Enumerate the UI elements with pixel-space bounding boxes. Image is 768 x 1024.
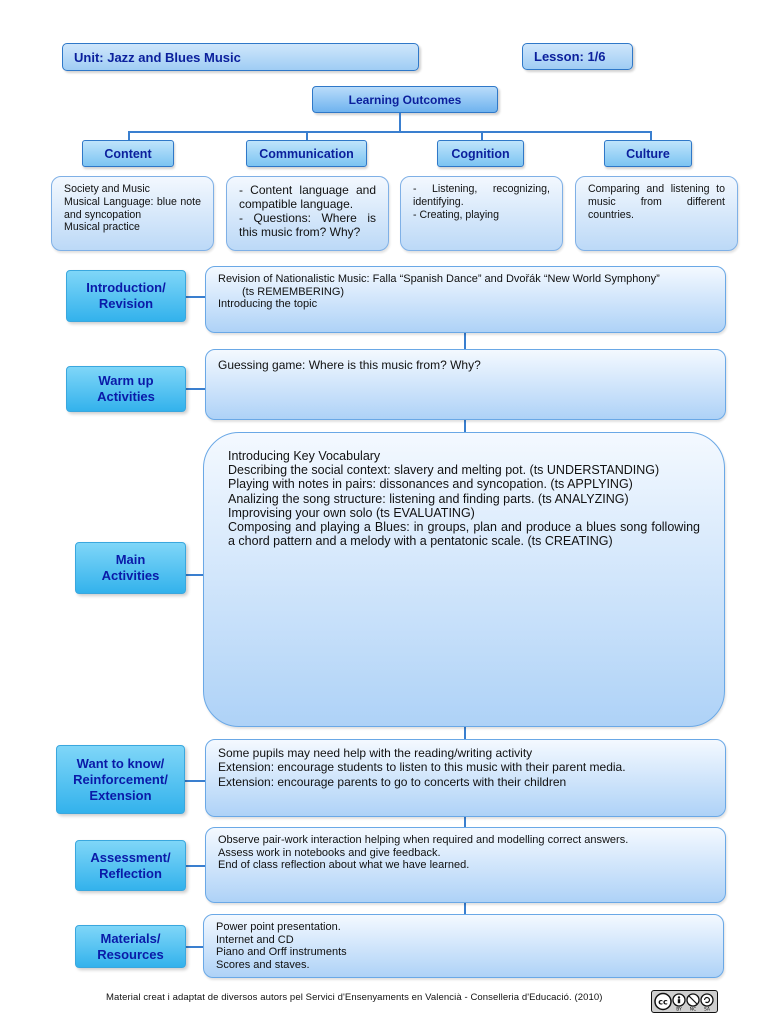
stage-label-introduction — [66, 270, 186, 322]
stage-text-line: Improvising your own solo (ts EVALUATING) — [228, 505, 475, 520]
communication-line: - Questions: Where is this music from? Why? — [239, 211, 376, 239]
cc-by: BY — [675, 1007, 682, 1011]
connector — [464, 420, 466, 432]
stage-label-warm-up — [66, 366, 186, 412]
stage-text-line: Introducing Key Vocabulary — [228, 449, 381, 463]
stage-text-line: Scores and staves. — [216, 958, 310, 971]
stage-text-line: Power point presentation. — [216, 921, 341, 933]
stage-label-assessment — [75, 840, 186, 891]
stage-label-line: Materials/ — [100, 930, 161, 946]
unit-title: Unit: Jazz and Blues Music — [74, 49, 241, 65]
connector — [185, 388, 205, 390]
communication-line: - Content language and compatible language. — [239, 183, 376, 211]
stage-label-line: Reinforcement/ — [73, 771, 168, 787]
connector — [186, 574, 204, 576]
stage-panel-reinforcement — [205, 739, 726, 817]
content-line: Musical practice — [64, 221, 140, 234]
footer-credit-text: Material creat i adaptat de diversos autors pel Servici d'Ensenyaments en Valencià - Conselleria d'Educació. (2010) — [106, 992, 603, 1003]
cc-sa: SA — [703, 1007, 710, 1011]
stage-text-line: Revision of Nationalistic Music: Falla “Spanish Dance” and Dvořák “New World Symphony” — [218, 273, 660, 285]
stage-label-line: Activities — [101, 568, 160, 583]
stage-text-line: Some pupils may need help with the reading/writing activity — [218, 746, 533, 760]
connector — [464, 727, 466, 739]
cc-nc: NC — [689, 1007, 696, 1011]
category-label: Communication — [259, 146, 354, 161]
stage-text-line: Assess work in notebooks and give feedback. — [218, 846, 441, 859]
learning-outcomes-title: Learning Outcomes — [348, 92, 462, 107]
stage-text-line: Extension: encourage parents to go to concerts with their children — [218, 774, 567, 789]
category-cognition — [437, 140, 524, 167]
content-line: Society and Music — [64, 183, 150, 195]
connector — [128, 131, 651, 133]
connector — [399, 113, 401, 132]
stage-panel-materials — [203, 914, 724, 978]
stage-label-line: Main — [115, 552, 146, 567]
cc-license-icon — [654, 992, 716, 1011]
culture-box — [575, 176, 738, 251]
connector — [464, 333, 466, 349]
stage-label-line: Warm up — [98, 373, 154, 388]
lesson-number: Lesson: 1/6 — [534, 49, 606, 64]
stage-panel-main-activities — [203, 432, 725, 727]
stage-panel-warm-up — [205, 349, 726, 420]
stage-label-reinforcement — [56, 745, 185, 814]
stage-panel-introduction — [205, 266, 726, 333]
stage-text-line: Composing and playing a Blues: in groups, plan and produce a blues song following a chord pattern and a melody with a pentatonic scale. (ts CREATING) — [228, 520, 700, 549]
stage-label-main-activities — [75, 542, 186, 594]
stage-label-line: Extension — [89, 787, 152, 803]
stage-text-line: Playing with notes in pairs: dissonances and syncopation. (ts APPLYING) — [228, 477, 633, 492]
stage-text-line: Internet and CD — [216, 933, 294, 946]
footer-credit — [106, 992, 641, 1006]
cc-mark: cc — [657, 997, 668, 1007]
stage-text-line: Observe pair-work interaction helping when required and modelling correct answers. — [218, 834, 629, 846]
lesson-badge — [522, 43, 633, 70]
stage-text-line: Analizing the song structure: listening and finding parts. (ts ANALYZING) — [228, 491, 629, 506]
stage-label-line: Revision — [98, 296, 154, 311]
stage-text-line: Introducing the topic — [218, 298, 318, 310]
stage-text-line: End of class reflection about what we have learned. — [218, 859, 470, 871]
stage-label-line: Introduction/ — [86, 280, 166, 295]
culture-line: Comparing and listening to music from different countries. — [588, 183, 725, 221]
cognition-line: - Listening, recognizing, identifying. — [413, 183, 550, 208]
connector — [185, 865, 205, 867]
communication-box — [226, 176, 389, 251]
stage-panel-assessment — [205, 827, 726, 903]
cognition-box — [400, 176, 563, 251]
learning-outcomes-header — [312, 86, 498, 113]
stage-label-materials — [75, 925, 186, 968]
stage-text-line: (ts REMEMBERING) — [242, 285, 345, 298]
stage-text-line: Piano and Orff instruments — [216, 946, 347, 958]
category-culture — [604, 140, 692, 167]
connector — [185, 946, 203, 948]
stage-label-line: Activities — [97, 389, 155, 404]
stage-text-line: Extension: encourage students to listen to this music with their parent media. — [218, 760, 626, 775]
category-content — [82, 140, 174, 167]
content-line: Musical Language: blue note and syncopation — [64, 195, 201, 221]
stage-label-line: Assessment/ — [90, 849, 171, 865]
category-label: Cognition — [451, 146, 510, 161]
stage-text-line: Guessing game: Where is this music from? Why? — [218, 358, 481, 372]
stage-label-line: Resources — [97, 946, 164, 962]
category-label: Culture — [626, 146, 670, 161]
stage-text-line: Describing the social context: slavery and melting pot. (ts UNDERSTANDING) — [228, 463, 660, 478]
category-communication — [246, 140, 367, 167]
connector — [185, 296, 205, 298]
unit-title-bar — [62, 43, 419, 71]
connector — [464, 817, 466, 827]
cognition-line: - Creating, playing — [413, 208, 499, 221]
stage-label-line: Want to know/ — [76, 755, 165, 771]
stage-label-line: Reflection — [99, 865, 162, 881]
connector — [464, 903, 466, 914]
category-label: Content — [104, 146, 152, 161]
connector — [185, 780, 205, 782]
creative-commons-badge — [651, 990, 718, 1013]
content-box — [51, 176, 214, 251]
